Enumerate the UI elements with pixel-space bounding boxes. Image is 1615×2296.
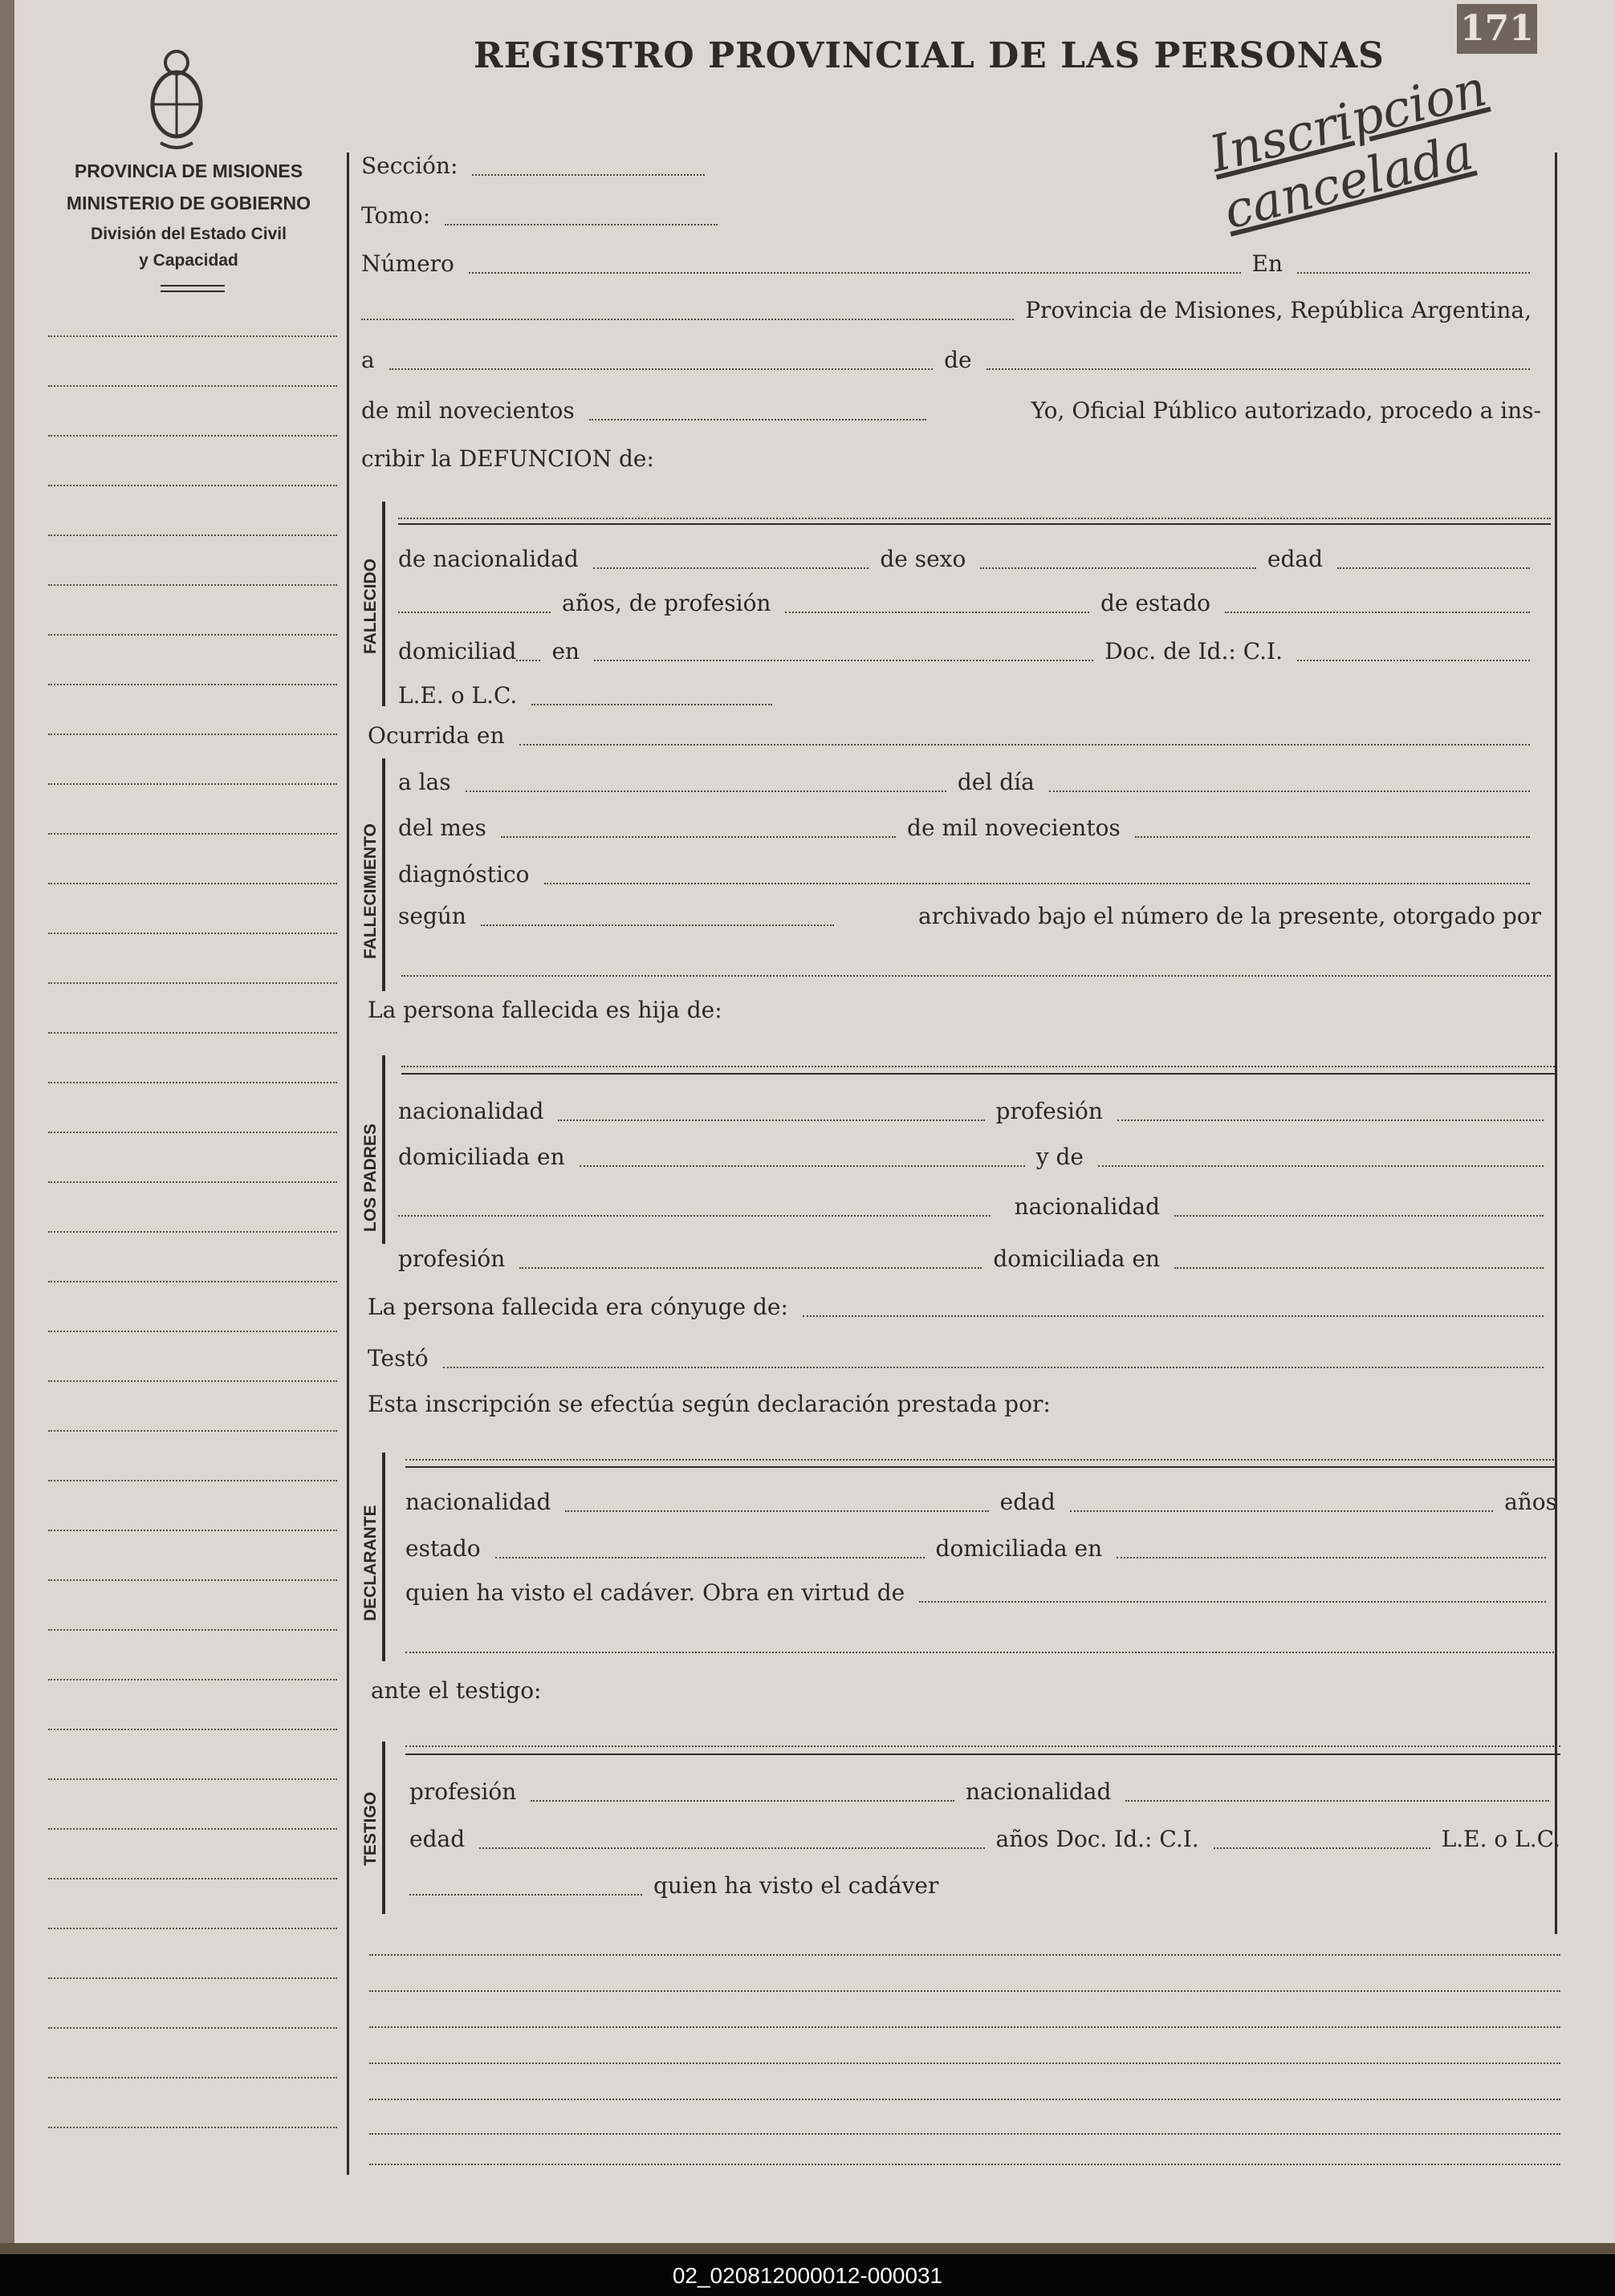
testigo-row3[interactable]: quien ha visto el cadáver	[409, 1872, 1541, 1899]
margin-line	[48, 335, 337, 337]
fallecimiento-row1[interactable]: a las del día	[398, 769, 1541, 795]
margin-line	[48, 1181, 337, 1183]
margin-line	[48, 634, 337, 636]
inscribir-label: cribir la DEFUNCION de:	[361, 445, 654, 472]
margin-line	[48, 833, 337, 835]
org-capacity: y Capacidad	[139, 251, 238, 270]
bracket	[382, 1055, 385, 1244]
testo-field[interactable]: Testó	[368, 1345, 1555, 1372]
bracket	[382, 1453, 385, 1661]
margin-line	[48, 1679, 337, 1680]
padres-row1[interactable]: nacionalidad profesión	[398, 1098, 1555, 1124]
hija-label: La persona fallecida es hija de:	[368, 997, 722, 1023]
bracket	[382, 1741, 385, 1914]
margin-line	[48, 1530, 337, 1531]
org-ministry: MINISTERIO DE GOBIERNO	[66, 193, 311, 213]
divider	[405, 1466, 1557, 1468]
testigo-nombre-line[interactable]	[405, 1745, 1560, 1747]
handwritten-annotation: Inscripcion cancelada	[1203, 58, 1492, 241]
section-label-declarante: DECLARANTE	[361, 1505, 380, 1621]
fallecido-row4[interactable]: L.E. o L.C.	[398, 682, 1541, 709]
margin-line	[48, 2127, 337, 2128]
margin-line	[48, 2077, 337, 2079]
document-page	[14, 0, 1615, 2251]
margin-line	[48, 435, 337, 437]
margin-line	[48, 1380, 337, 1382]
margin-line	[48, 534, 337, 536]
notes-line[interactable]	[369, 1990, 1560, 1992]
margin-line	[48, 485, 337, 486]
fallecido-row2[interactable]: años, de profesión de estado	[398, 590, 1541, 616]
margin-line	[48, 1032, 337, 1034]
page-title: REGISTRO PROVINCIAL DE LAS PERSONAS	[474, 35, 1385, 76]
margin-line	[48, 1778, 337, 1780]
tomo-field[interactable]: Tomo:	[361, 202, 1541, 229]
fecha-field[interactable]: a de	[361, 347, 1541, 373]
org-province: PROVINCIA DE MISIONES	[74, 161, 303, 181]
margin-line	[48, 783, 337, 785]
padres-row3[interactable]: nacionalidad	[398, 1193, 1555, 1220]
conyuge-field[interactable]: La persona fallecida era cónyuge de:	[368, 1294, 1555, 1320]
margin-line	[48, 684, 337, 685]
padre-nombre-line[interactable]	[401, 1066, 1555, 1067]
margin-line	[48, 1977, 337, 1979]
bracket	[382, 758, 385, 991]
divider	[398, 523, 1551, 525]
declarante-extra-line[interactable]	[405, 1652, 1557, 1653]
page-edge	[0, 2243, 1615, 2254]
section-label-fallecido: FALLECIDO	[361, 559, 380, 654]
inscripcion-label: Esta inscripción se efectúa según declaración prestada por:	[368, 1391, 1051, 1417]
margin-line	[48, 1878, 337, 1879]
seccion-field[interactable]: Sección:	[361, 152, 1541, 179]
testigo-row1[interactable]: profesión nacionalidad	[409, 1778, 1560, 1805]
margin-line	[48, 1828, 337, 1830]
numero-field[interactable]: Número En	[361, 250, 1541, 277]
margin-line	[48, 1629, 337, 1631]
declarante-nombre-line[interactable]	[405, 1459, 1557, 1461]
margin-line	[48, 1331, 337, 1332]
ocurrida-field[interactable]: Ocurrida en	[368, 722, 1541, 749]
padres-row4[interactable]: profesión domiciliada en	[398, 1246, 1555, 1272]
divider	[405, 1753, 1560, 1755]
margin-line	[48, 385, 337, 387]
notes-line[interactable]	[369, 2026, 1560, 2028]
localidad-field[interactable]: Provincia de Misiones, República Argentina,	[361, 297, 1541, 323]
notes-line[interactable]	[369, 2133, 1560, 2135]
right-rule	[1555, 152, 1557, 1934]
margin-line	[48, 734, 337, 735]
section-label-testigo: TESTIGO	[361, 1791, 380, 1866]
section-label-padres: LOS PADRES	[361, 1124, 380, 1232]
margin-line	[48, 1480, 337, 1481]
margin-line	[48, 982, 337, 984]
margin-line	[48, 1132, 337, 1133]
declarante-row2[interactable]: estado domiciliada en	[405, 1535, 1557, 1562]
segun-field[interactable]: según archivado bajo el número de la presente, otorgado por	[398, 903, 1541, 929]
divider	[161, 291, 225, 292]
section-label-fallecimiento: FALLECIMIENTO	[361, 823, 380, 959]
divider	[401, 1073, 1555, 1075]
notes-line[interactable]	[369, 2099, 1560, 2100]
fallecimiento-row2[interactable]: del mes de mil novecientos	[398, 815, 1541, 841]
margin-rule	[347, 152, 349, 2175]
diagnostico-field[interactable]: diagnóstico	[398, 861, 1541, 888]
fallecido-row1[interactable]: de nacionalidad de sexo edad	[398, 546, 1541, 572]
margin-line	[48, 1579, 337, 1581]
notes-line[interactable]	[369, 2164, 1560, 2165]
margin-line	[48, 933, 337, 934]
declarante-row3[interactable]: quien ha visto el cadáver. Obra en virtud de	[405, 1579, 1557, 1606]
folio-number: 171	[1457, 4, 1537, 54]
margin-line	[48, 1281, 337, 1282]
anio-field[interactable]: de mil novecientos Yo, Oficial Público autorizado, procedo a ins-	[361, 397, 1541, 424]
otorgado-line[interactable]	[401, 975, 1551, 977]
book-spine	[0, 0, 14, 2251]
notes-line[interactable]	[369, 2062, 1560, 2064]
margin-line	[48, 883, 337, 884]
margin-line	[48, 1928, 337, 1929]
margin-line	[48, 1231, 337, 1233]
image-identifier: 02_020812000012-000031	[0, 2255, 1615, 2296]
ante-label: ante el testigo:	[371, 1677, 542, 1704]
notes-line[interactable]	[369, 1954, 1560, 1956]
org-division: División del Estado Civil	[91, 225, 287, 243]
margin-line	[48, 1430, 337, 1432]
margin-line	[48, 584, 337, 586]
divider	[161, 285, 225, 286]
padres-row2[interactable]: domiciliada en y de	[398, 1144, 1555, 1170]
bracket	[382, 502, 385, 706]
testigo-row2[interactable]: edad años Doc. Id.: C.I. L.E. o L.C.	[409, 1826, 1560, 1852]
fallecido-row3[interactable]: domiciliad en Doc. de Id.: C.I.	[398, 638, 1541, 664]
coat-of-arms-icon	[144, 40, 209, 152]
margin-line	[48, 1082, 337, 1083]
margin-line	[48, 1729, 337, 1730]
nombre-fallecido-line[interactable]	[398, 518, 1551, 519]
declarante-row1[interactable]: nacionalidad edad años	[405, 1489, 1558, 1515]
margin-line	[48, 2027, 337, 2029]
